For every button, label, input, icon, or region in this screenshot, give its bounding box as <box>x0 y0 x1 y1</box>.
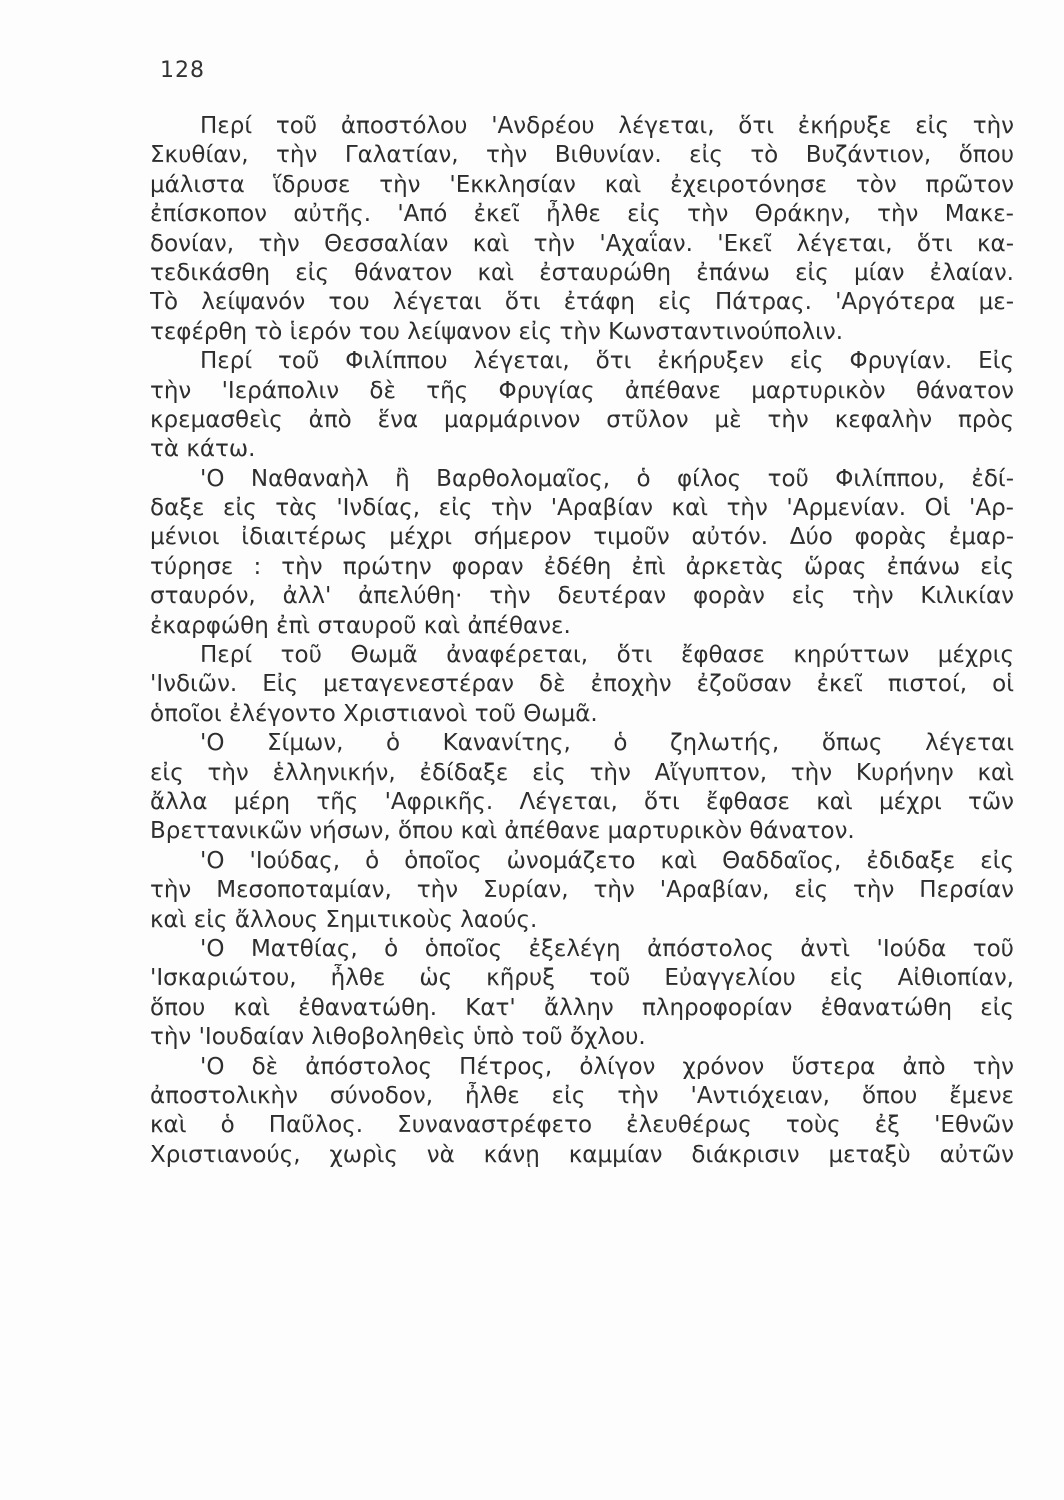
text-line: τεφέρθη τὸ ἱερόν του λείψανον εἰς τὴν Κωνσταντινούπολιν. <box>150 318 844 345</box>
text-line: τὴν 'Ιουδαίαν λιθοβοληθεὶς ὑπὸ τοῦ ὄχλου. <box>150 1024 646 1051</box>
text-line: 'Ινδιῶν. Εἰς μεταγενεστέραν δὲ ἐποχὴν ἐζοῦσαν ἐκεῖ πιστοί, οἱ <box>150 671 1014 698</box>
text-line: δαξε εἰς τὰς 'Ινδίας, εἰς τὴν 'Αραβίαν καὶ τὴν 'Αρμενίαν. Οἱ 'Αρ- <box>150 495 1014 522</box>
text-line: τὰ κάτω. <box>150 436 256 463</box>
text-line: Περί τοῦ Θωμᾶ ἀναφέρεται, ὅτι ἔφθασε κηρύττων μέχρις <box>200 642 1014 669</box>
text-line: τὴν Μεσοποταμίαν, τὴν Συρίαν, τὴν 'Αραβίαν, εἰς τὴν Περσίαν <box>150 877 1014 904</box>
text-line: Περί τοῦ Φιλίππου λέγεται, ὅτι ἐκήρυξεν εἰς Φρυγίαν. Εἰς <box>200 348 1014 375</box>
text-line: καὶ εἰς ἄλλους Σημιτικοὺς λαούς. <box>150 906 538 933</box>
text-line: τύρησε : τὴν πρώτην φοραν ἐδέθη ἐπὶ ἀρκετὰς ὥρας ἐπάνω εἰς <box>150 553 1014 580</box>
text-line: Χριστιανούς, χωρὶς νὰ κάνῃ καμμίαν διάκρισιν μεταξὺ αὐτῶν <box>150 1141 1014 1168</box>
text-line: 'Ο Ναθαναὴλ ἢ Βαρθολομαῖος, ὁ φίλος τοῦ Φιλίππου, ἐδί- <box>200 465 1014 492</box>
text-line: κρεμασθεὶς ἀπὸ ἕνα μαρμάρινον στῦλον μὲ τὴν κεφαλὴν πρὸς <box>150 406 1014 433</box>
text-line: ὁποῖοι ἐλέγοντο Χριστιανοὶ τοῦ Θωμᾶ. <box>150 700 598 727</box>
text-line: σταυρόν, ἀλλ' ἀπελύθη· τὴν δευτέραν φορὰν εἰς τὴν Κιλικίαν <box>150 583 1014 610</box>
text-line: ἐπίσκοπον αὐτῆς. 'Από ἐκεῖ ἦλθε εἰς τὴν Θράκην, τὴν Μακε- <box>150 201 1014 228</box>
text-line: Τὸ λείψανόν του λέγεται ὅτι ἐτάφη εἰς Πάτρας. 'Αργότερα με- <box>150 289 1014 316</box>
text-line: τὴν 'Ιεράπολιν δὲ τῆς Φρυγίας ἀπέθανε μαρτυρικὸν θάνατον <box>150 377 1014 404</box>
text-line: ἐκαρφώθη ἐπὶ σταυροῦ καὶ ἀπέθανε. <box>150 612 571 639</box>
text-line: Σκυθίαν, τὴν Γαλατίαν, τὴν Βιθυνίαν. εἰς τὸ Βυζάντιον, ὅπου <box>150 142 1014 169</box>
text-line: 'Ισκαριώτου, ἦλθε ὡς κῆρυξ τοῦ Εὐαγγελίου εἰς Αἰθιοπίαν, <box>150 965 1014 992</box>
text-line: καὶ ὁ Παῦλος. Συναναστρέφετο ἐλευθέρως τοὺς ἐξ 'Εθνῶν <box>150 1112 1014 1139</box>
text-line: 'Ο 'Ιούδας, ὁ ὁποῖος ὠνομάζετο καὶ Θαδδαῖος, ἐδιδαξε εἰς <box>200 847 1014 874</box>
text-line: 'Ο δὲ ἀπόστολος Πέτρος, ὀλίγον χρόνον ὕστερα ἀπὸ τὴν <box>200 1053 1014 1080</box>
text-line: εἰς τὴν ἑλληνικήν, ἐδίδαξε εἰς τὴν Αἴγυπτον, τὴν Κυρήνην καὶ <box>150 759 1014 786</box>
page-number: 128 <box>160 58 205 83</box>
text-line: ἀποστολικὴν σύνοδον, ἦλθε εἰς τὴν 'Αντιόχειαν, ὅπου ἔμενε <box>150 1082 1014 1109</box>
text-line: μένιοι ἰδιαιτέρως μέχρι σήμερον τιμοῦν αὐτόν. Δύο φορὰς ἐμαρ- <box>150 524 1014 551</box>
text-line: τεδικάσθη εἰς θάνατον καὶ ἐσταυρώθη ἐπάνω εἰς μίαν ἐλαίαν. <box>150 259 1014 286</box>
text-line: 'Ο Σίμων, ὁ Κανανίτης, ὁ ζηλωτής, ὅπως λέγεται <box>200 730 1014 757</box>
text-line: Περί τοῦ ἀποστόλου 'Ανδρέου λέγεται, ὅτι ἐκήρυξε εἰς τὴν <box>200 113 1014 139</box>
text-line: μάλιστα ἵδρυσε τὴν 'Εκκλησίαν καὶ ἐχειροτόνησε τὸν πρῶτον <box>150 171 1014 198</box>
text-line: ὅπου καὶ ἐθανατώθη. Κατ' ἄλλην πληροφορίαν ἐθανατώθη εἰς <box>150 994 1014 1021</box>
body-text <box>150 112 1014 1170</box>
text-line: ἄλλα μέρη τῆς 'Αφρικῆς. Λέγεται, ὅτι ἔφθασε καὶ μέχρι τῶν <box>150 788 1014 815</box>
text-line: Βρεττανικῶν νήσων, ὅπου καὶ ἀπέθανε μαρτυρικὸν θάνατον. <box>150 818 855 845</box>
text-line: 'Ο Ματθίας, ὁ ὁποῖος ἐξελέγη ἀπόστολος ἀντὶ 'Ιούδα τοῦ <box>200 935 1014 962</box>
text-line: δονίαν, τὴν Θεσσαλίαν καὶ τὴν 'Αχαΐαν. 'Εκεῖ λέγεται, ὅτι κα- <box>150 230 1014 257</box>
